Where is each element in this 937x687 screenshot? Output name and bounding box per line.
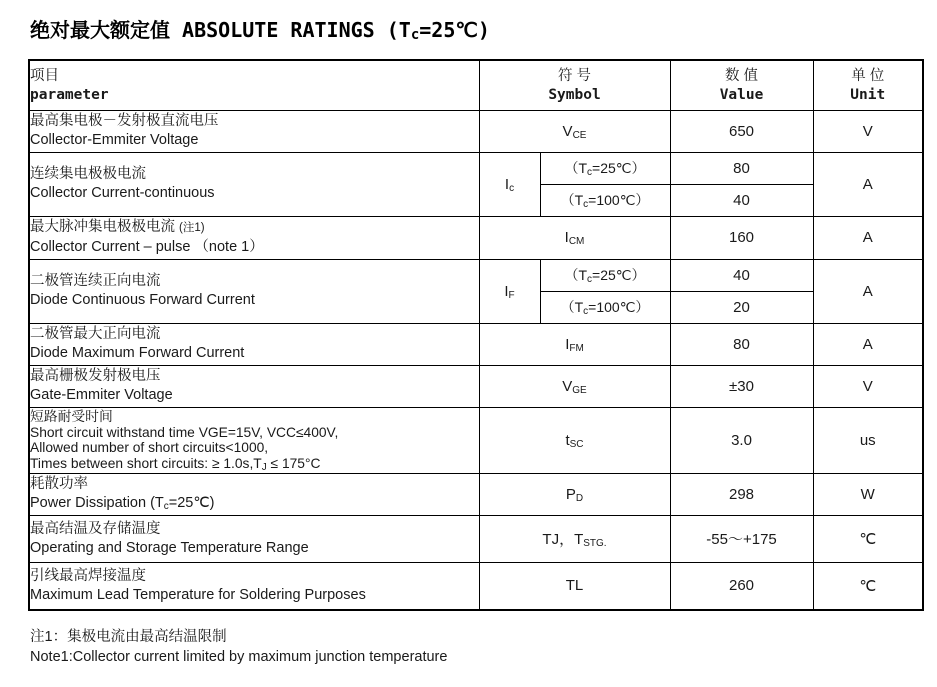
table-row-vge (29, 365, 923, 407)
header-value-cn: 数 值 (725, 68, 759, 85)
symbol-cell (479, 365, 670, 407)
page-title (30, 14, 937, 43)
param-cn-text: 最大脉冲集电极极电流 (30, 219, 175, 235)
value-cell: 260 (670, 562, 813, 610)
param-en-subscript: c (163, 501, 169, 512)
symbol-subscript: F (508, 289, 515, 301)
condition-cell (540, 184, 670, 216)
table-row-ifm (29, 323, 923, 365)
footnotes (30, 627, 937, 667)
condition-text: （T (564, 160, 588, 176)
unit-cell: ℃ (813, 515, 923, 562)
unit-cell: A (813, 216, 923, 259)
value-cell: 80 (670, 323, 813, 365)
page-title-subscript: c (410, 27, 420, 43)
value-cell: 650 (670, 110, 813, 152)
condition-cell (540, 291, 670, 323)
param-en-line3-subscript: J (261, 461, 267, 473)
footnote-cn: 注1：集极电流由最高结温限制 (30, 629, 227, 645)
unit-cell: ℃ (813, 562, 923, 610)
symbol-cell (479, 473, 670, 515)
value-cell: -55～+175 (670, 515, 813, 562)
table-row-icm (29, 216, 923, 259)
table-row-vce (29, 110, 923, 152)
symbol-base: TL (565, 577, 584, 595)
condition-text: （T (560, 192, 584, 208)
param-cell (29, 216, 479, 259)
symbol-base: I (564, 229, 569, 246)
param-cn: 最高栅极发射极电压 (30, 368, 161, 384)
param-en-text: Power Dissipation (T (30, 495, 164, 511)
symbol-subscript: CM (568, 236, 585, 247)
symbol-cell (479, 259, 540, 323)
param-cn: 连续集电极极电流 (30, 166, 146, 182)
header-value-en: Value (719, 87, 764, 104)
page-title-text: 绝对最大额定值 ABSOLUTE RATINGS (T (30, 18, 411, 42)
param-en: Operating and Storage Temperature Range (30, 539, 309, 556)
absolute-ratings-table (28, 59, 924, 611)
value-cell: ±30 (670, 365, 813, 407)
param-cn (30, 218, 479, 238)
table-row-tsc (29, 407, 923, 473)
param-cell (29, 259, 479, 323)
unit-cell: W (813, 473, 923, 515)
symbol-cell (479, 323, 670, 365)
table-row-tj-tstg (29, 515, 923, 562)
value-cell: 160 (670, 216, 813, 259)
param-cell (29, 365, 479, 407)
table-row-tl (29, 562, 923, 610)
param-cn: 短路耐受时间 (30, 409, 113, 424)
param-en: Diode Maximum Forward Current (30, 345, 245, 361)
table-row-pd (29, 473, 923, 515)
header-symbol-en: Symbol (548, 87, 601, 104)
condition-text: （T (564, 267, 588, 283)
symbol-subscript: c (509, 182, 515, 194)
param-en-line3-suffix: ≤ 175°C (266, 455, 321, 471)
param-cell (29, 323, 479, 365)
condition-cell (540, 152, 670, 184)
unit-cell: us (813, 407, 923, 473)
param-cell (29, 473, 479, 515)
condition-text: =100℃） (588, 192, 650, 208)
value-cell: 40 (670, 184, 813, 216)
header-row (29, 60, 923, 110)
param-en: Collector-Emmiter Voltage (30, 132, 199, 148)
header-value (670, 60, 813, 110)
param-en-line3-text: Times between short circuits: ≥ 1.0s,T (30, 455, 262, 471)
header-unit-cn: 单 位 (851, 68, 885, 85)
symbol-base: V (562, 122, 573, 140)
symbol-subscript: SC (569, 438, 584, 450)
symbol-base: I (504, 175, 510, 193)
footnote-en: Note1:Collector current limited by maximum junction temperature (30, 649, 448, 665)
unit-cell: V (813, 365, 923, 407)
symbol-cell (479, 152, 540, 216)
symbol-subscript: D (575, 492, 584, 504)
condition-text: =100℃） (588, 299, 650, 315)
param-cn-note: (注1) (179, 222, 205, 234)
unit-cell: A (813, 152, 923, 216)
param-cn: 耗散功率 (30, 476, 88, 492)
param-en: Collector Current – pulse （note 1） (30, 239, 264, 255)
condition-subscript: c (583, 306, 589, 317)
symbol-base: t (565, 431, 570, 449)
param-cn: 二极管最大正向电流 (30, 326, 161, 342)
header-unit (813, 60, 923, 110)
page-title-suffix: =25℃) (419, 18, 490, 42)
condition-subscript: c (587, 274, 593, 285)
param-en (30, 494, 479, 513)
symbol-base: I (565, 335, 570, 353)
unit-cell: V (813, 110, 923, 152)
condition-text: （T (560, 299, 584, 315)
param-cell (29, 407, 479, 473)
symbol-subscript: GE (572, 384, 587, 396)
header-parameter-en: parameter (30, 87, 109, 104)
value-cell: 20 (670, 291, 813, 323)
symbol-base: V (562, 377, 573, 395)
unit-cell: A (813, 323, 923, 365)
param-en-line3 (30, 456, 479, 472)
table-row-if-a (29, 259, 923, 291)
symbol-subscript: CE (572, 129, 587, 141)
param-en: Collector Current-continuous (30, 185, 215, 201)
condition-text: =25℃） (592, 160, 646, 176)
value-cell: 298 (670, 473, 813, 515)
header-parameter (29, 60, 479, 110)
symbol-cell (479, 515, 670, 562)
param-en: Maximum Lead Temperature for Soldering Purposes (30, 586, 366, 603)
condition-subscript: c (583, 199, 589, 210)
condition-text: =25℃） (592, 267, 646, 283)
header-unit-en: Unit (850, 87, 886, 104)
param-en: Diode Continuous Forward Current (30, 292, 255, 308)
param-cell (29, 110, 479, 152)
symbol-base: I (504, 282, 509, 300)
value-cell: 80 (670, 152, 813, 184)
symbol-cell (479, 110, 670, 152)
param-cell (29, 515, 479, 562)
value-cell: 3.0 (670, 407, 813, 473)
symbol-cell (479, 407, 670, 473)
param-en-line1: Short circuit withstand time VGE=15V, VCC≤400V, (30, 424, 339, 440)
table-row-ic-a (29, 152, 923, 184)
symbol-subscript: FM (569, 342, 584, 354)
param-cn: 二极管连续正向电流 (30, 273, 161, 289)
symbol-cell (479, 562, 670, 610)
symbol-subscript: STG. (583, 538, 607, 549)
header-symbol-cn: 符 号 (557, 68, 592, 85)
param-cn: 最高结温及存储温度 (30, 520, 161, 537)
symbol-base: P (565, 485, 576, 503)
param-cell (29, 562, 479, 610)
param-en-suffix: =25℃) (168, 495, 215, 511)
symbol-cell (479, 216, 670, 259)
header-symbol (479, 60, 670, 110)
condition-cell (540, 259, 670, 291)
param-cell (29, 152, 479, 216)
param-en: Gate-Emmiter Voltage (30, 387, 173, 403)
param-en-line2: Allowed number of short circuits<1000, (30, 440, 269, 455)
symbol-base: TJ，T (542, 531, 584, 548)
unit-cell: A (813, 259, 923, 323)
header-parameter-cn: 项目 (30, 68, 59, 85)
param-cn: 最高集电极－发射极直流电压 (30, 113, 219, 129)
param-cn: 引线最高焊接温度 (30, 567, 146, 584)
condition-subscript: c (587, 167, 593, 178)
value-cell: 40 (670, 259, 813, 291)
